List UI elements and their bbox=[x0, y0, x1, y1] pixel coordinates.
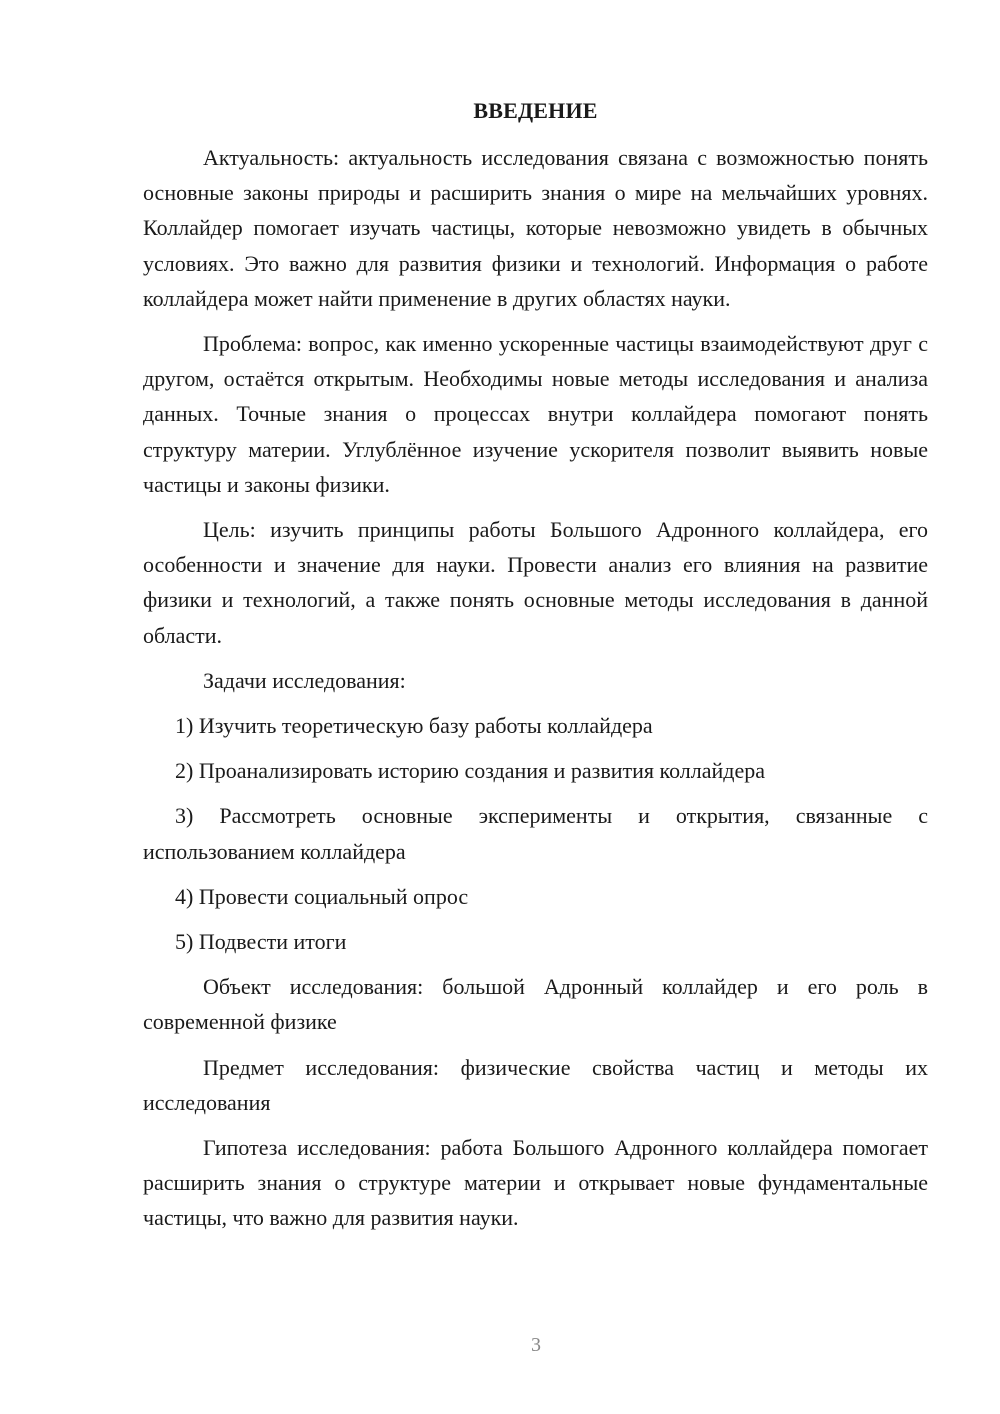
task-item-2: 2) Проанализировать историю создания и развития коллайдера bbox=[175, 758, 766, 784]
paragraph-hypothesis: Гипотеза исследования: работа Большого Адронного коллайдера помогает расширить знания о структуре материи и открывает новые фундаментальные частицы, что важно для развития науки. bbox=[143, 1135, 928, 1231]
task-item-1: 1) Изучить теоретическую базу работы коллайдера bbox=[175, 713, 653, 739]
paragraph-goal: Цель: изучить принципы работы Большого Адронного коллайдера, его особенности и значение для науки. Провести анализ его влияния на развитие физики и технологий, а также понять основные методы исследования в данной области. bbox=[143, 517, 928, 648]
page-number: 3 bbox=[531, 1334, 541, 1356]
paragraph-object: Объект исследования: большой Адронный коллайдер и его роль в современной физике bbox=[143, 974, 928, 1035]
task-item-4: 4) Провести социальный опрос bbox=[175, 883, 469, 909]
paragraph-problem: Проблема: вопрос, как именно ускоренные частицы взаимодействуют друг с другом, остаётся открытым. Необходимы новые методы исследования и анализа данных. Точные знания о процессах внутри коллайдера помогают понять структуру материи. Углублённое изучение ускорителя позволит выявить новые частицы и законы физики. bbox=[143, 331, 928, 497]
page-content bbox=[143, 96, 928, 1246]
paragraph-tasks-intro: Задачи исследования: bbox=[203, 667, 406, 693]
section-heading: ВВЕДЕНИЕ bbox=[473, 98, 598, 123]
paragraph-relevance: Актуальность: актуальность исследования связана с возможностью понять основные законы природы и расширить знания о мире на мельчайших уровнях. Коллайдер помогает изучать частицы, которые невозможно увидеть в обычных условиях. Это важно для развития физики и технологий. Информация о работе коллайдера может найти применение в других областях науки. bbox=[143, 145, 928, 311]
paragraph-subject: Предмет исследования: физические свойства частиц и методы их исследования bbox=[143, 1054, 928, 1115]
task-item-5: 5) Подвести итоги bbox=[175, 929, 347, 955]
task-item-3: 3) Рассмотреть основные эксперименты и открытия, связанные с использованием коллайдера bbox=[143, 803, 928, 864]
